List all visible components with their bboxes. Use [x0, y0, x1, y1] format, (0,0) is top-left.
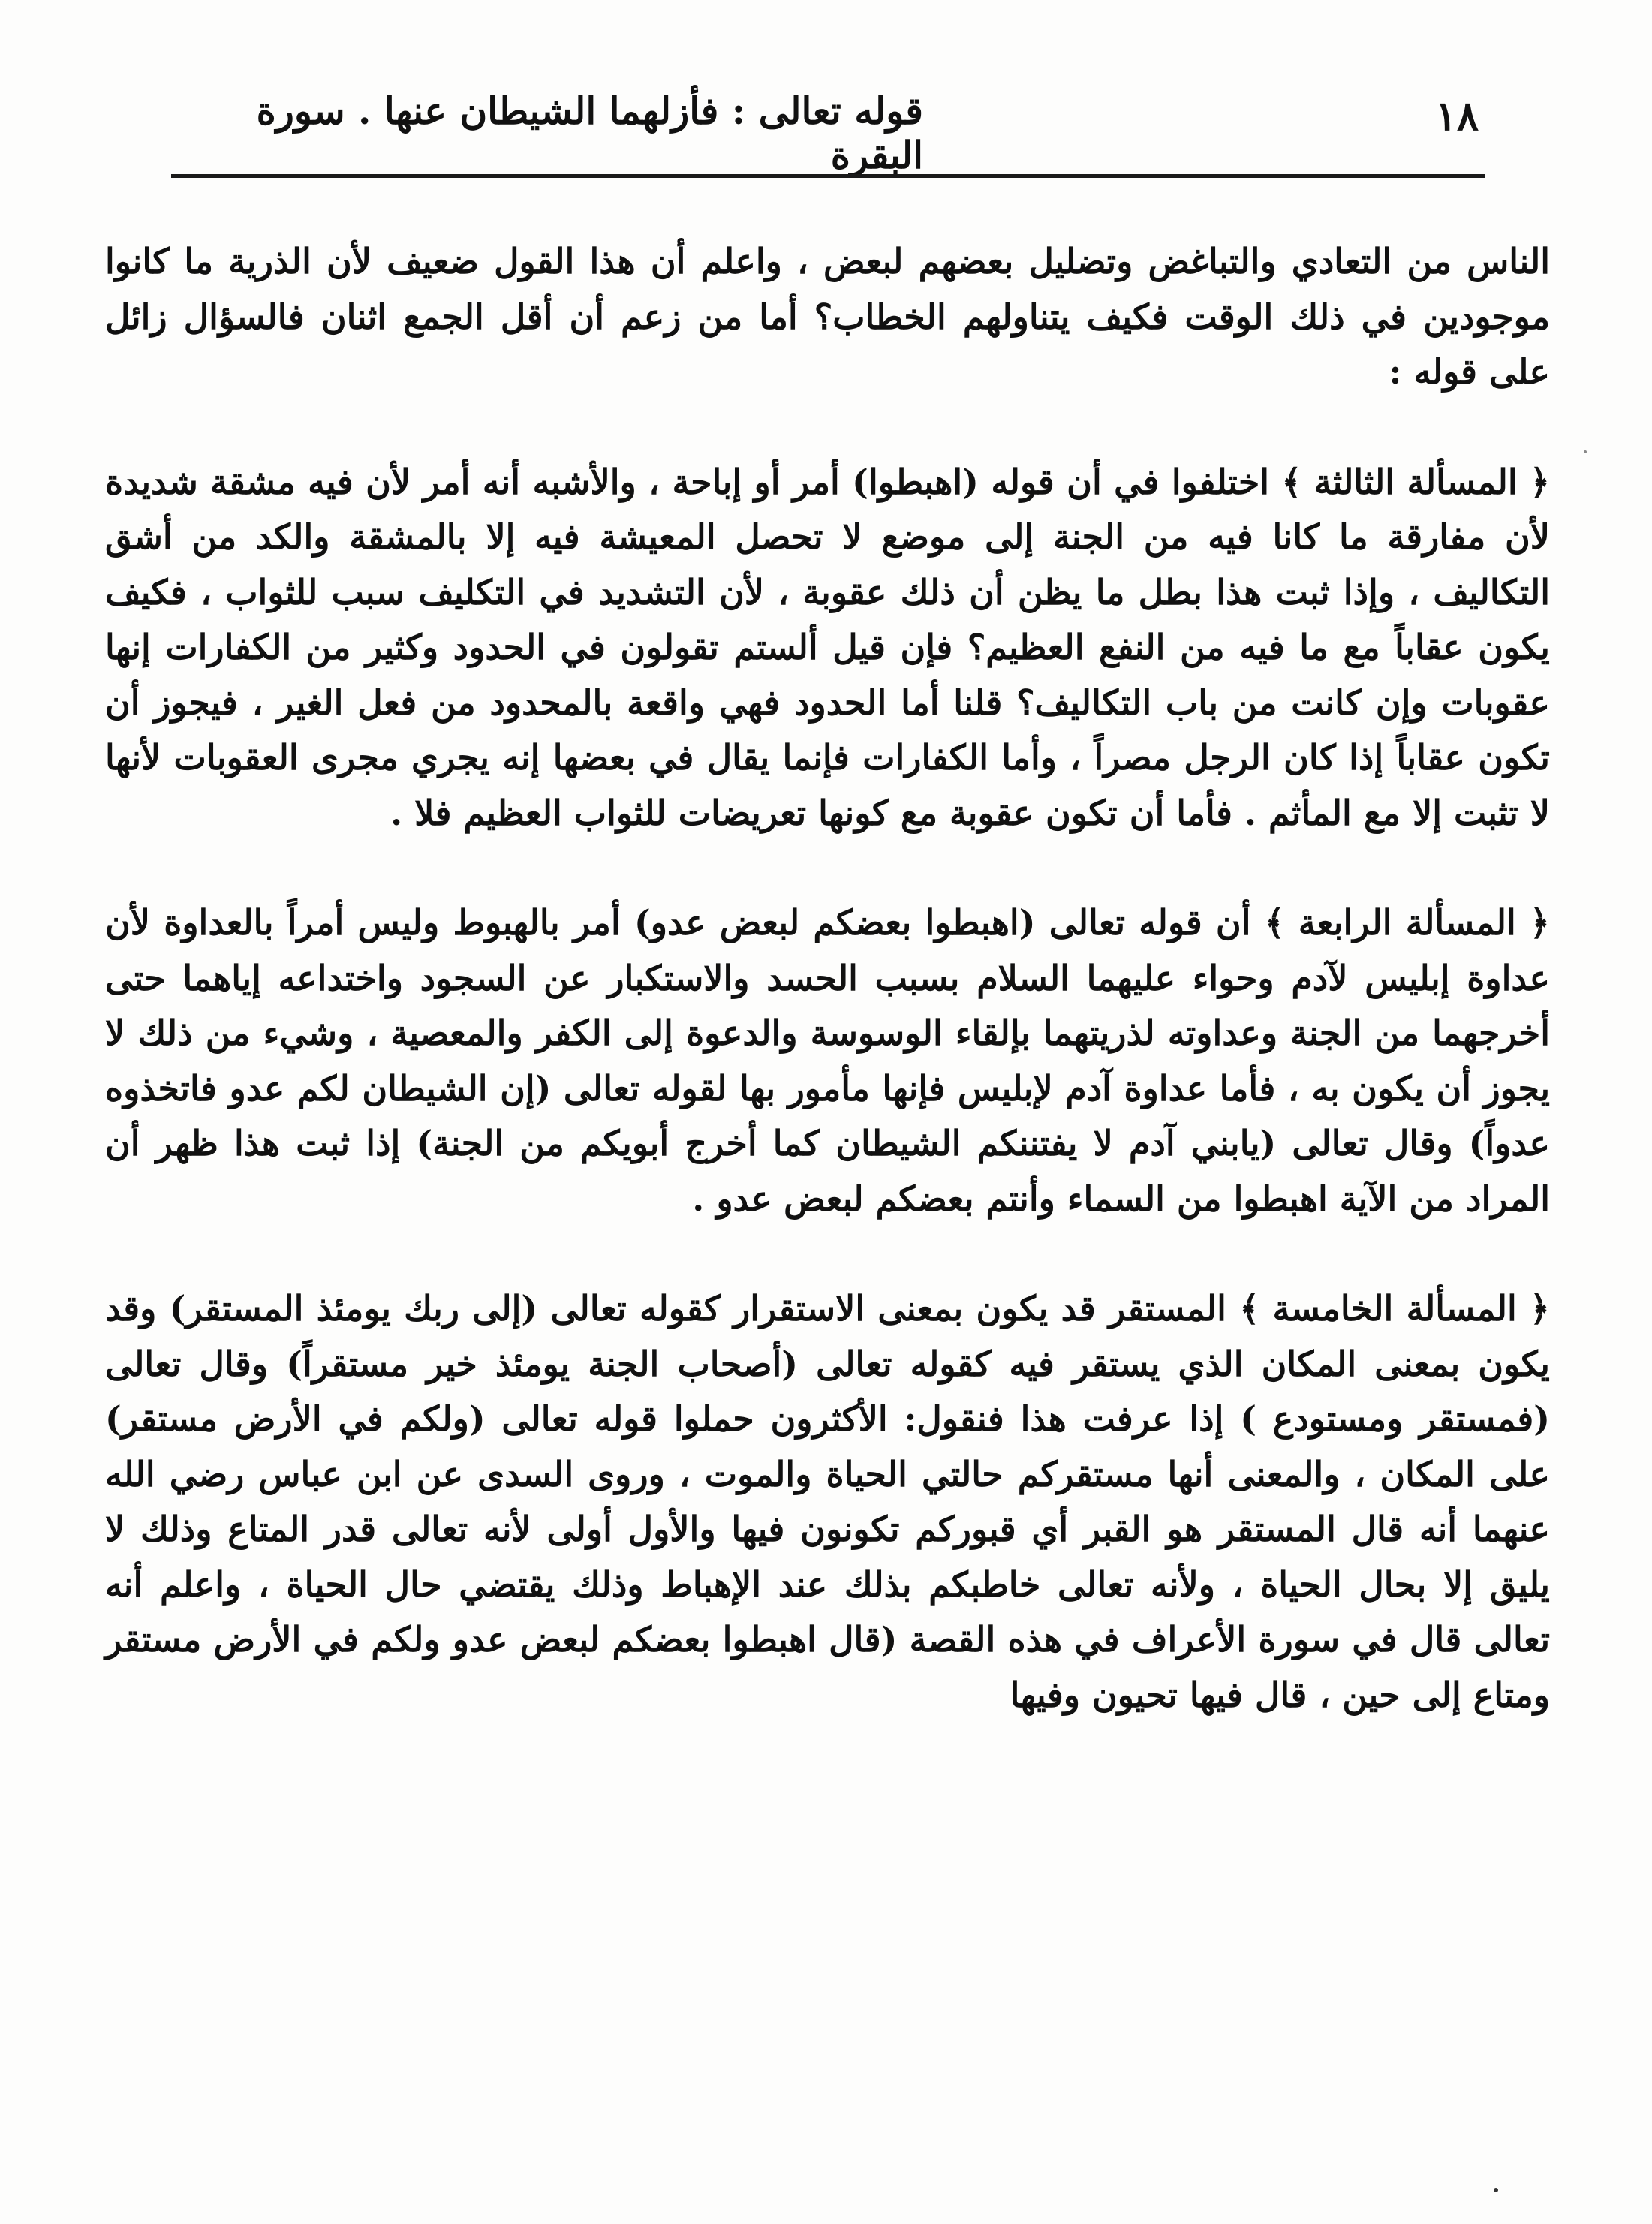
scan-speck: [1494, 2188, 1498, 2192]
header-rule: [171, 174, 1485, 178]
paragraph-third-issue: ﴿ المسألة الثالثة ﴾ اختلفوا في أن قوله (اهبطوا) أمر أو إباحة ، والأشبه أنه أمر لأن فيه مشقة شديدة لأن مفارقة ما كانا فيه من الجنة إلى موضع لا تحصل المعيشة فيه إلا بالمشقة والكد من أشق التكاليف ، وإذا ثبت هذا بطل ما يظن أن ذلك عقوبة ، لأن التشديد في التكليف سبب للثواب ، فكيف يكون عقاباً مع ما فيه من النفع العظيم؟ فإن قيل ألستم تقولون في الحدود وكثير من الكفارات إنها عقوبات وإن كانت من باب التكاليف؟ قلنا أما الحدود فهي واقعة بالمحدود من فعل الغير ، فيجوز أن تكون عقاباً إذا كان الرجل مصراً ، وأما الكفارات فإنما يقال في بعضها إنه يجري مجرى العقوبات لأنها لا تثبت إلا مع المأثم . فأما أن تكون عقوبة مع كونها تعريضات للثواب العظيم فلا .: [105, 461, 1550, 833]
paragraph-fourth-issue: ﴿ المسألة الرابعة ﴾ أن قوله تعالى (اهبطوا بعضكم لبعض عدو) أمر بالهبوط وليس أمراً بالعداوة لأن عداوة إبليس لآدم وحواء عليهما السلام بسبب الحسد والاستكبار عن السجود واختداعه إياهما حتى أخرجهما من الجنة وعداوته لذريتهما بإلقاء الوسوسة والدعوة إلى الكفر والمعصية ، وشيء من ذلك لا يجوز أن يكون به ، فأما عداوة آدم لإبليس فإنها مأمور بها لقوله تعالى (إن الشيطان لكم عدو فاتخذوه عدواً) وقال تعالى (يابني آدم لا يفتننكم الشيطان كما أخرج أبويكم من الجنة) إذا ثبت هذا ظهر أن المراد من الآية اهبطوا من السماء وأنتم بعضكم لبعض عدو .: [105, 902, 1550, 1219]
running-title: قوله تعالى : فأزلهما الشيطان عنها . سورة البقرة: [256, 89, 923, 177]
body-text: [105, 234, 1550, 1723]
scan-speck: [1584, 450, 1587, 453]
paragraph-fifth-issue: ﴿ المسألة الخامسة ﴾ المستقر قد يكون بمعنى الاستقرار كقوله تعالى (إلى ربك يومئذ المستقر) وقد يكون بمعنى المكان الذي يستقر فيه كقوله تعالى (أصحاب الجنة يومئذ خير مستقراً) وقال تعالى (فمستقر ومستودع ) إذا عرفت هذا فنقول: الأكثرون حملوا قوله تعالى (ولكم في الأرض مستقر) على المكان ، والمعنى أنها مستقركم حالتي الحياة والموت ، وروى السدى عن ابن عباس رضي الله عنهما أنه قال المستقر هو القبر أي قبوركم تكونون فيها والأول أولى لأنه تعالى قدر المتاع وذلك لا يليق إلا بحال الحياة ، ولأنه تعالى خاطبكم بذلك عند الإهباط وذلك يقتضي حال الحياة ، واعلم أنه تعالى قال في سورة الأعراف في هذه القصة (قال اهبطوا بعضكم لبعض عدو ولكم في الأرض مستقر ومتاع إلى حين ، قال فيها تحيون وفيها: [105, 1288, 1550, 1715]
page-number: ١٨: [1434, 92, 1479, 140]
page-header: [173, 81, 1479, 177]
paragraph-continuation: الناس من التعادي والتباغض وتضليل بعضهم لبعض ، واعلم أن هذا القول ضعيف لأن الذرية ما كانوا موجودين في ذلك الوقت فكيف يتناولهم الخطاب؟ أما من زعم أن أقل الجمع اثنان فالسؤال زائل على قوله :: [105, 241, 1550, 392]
